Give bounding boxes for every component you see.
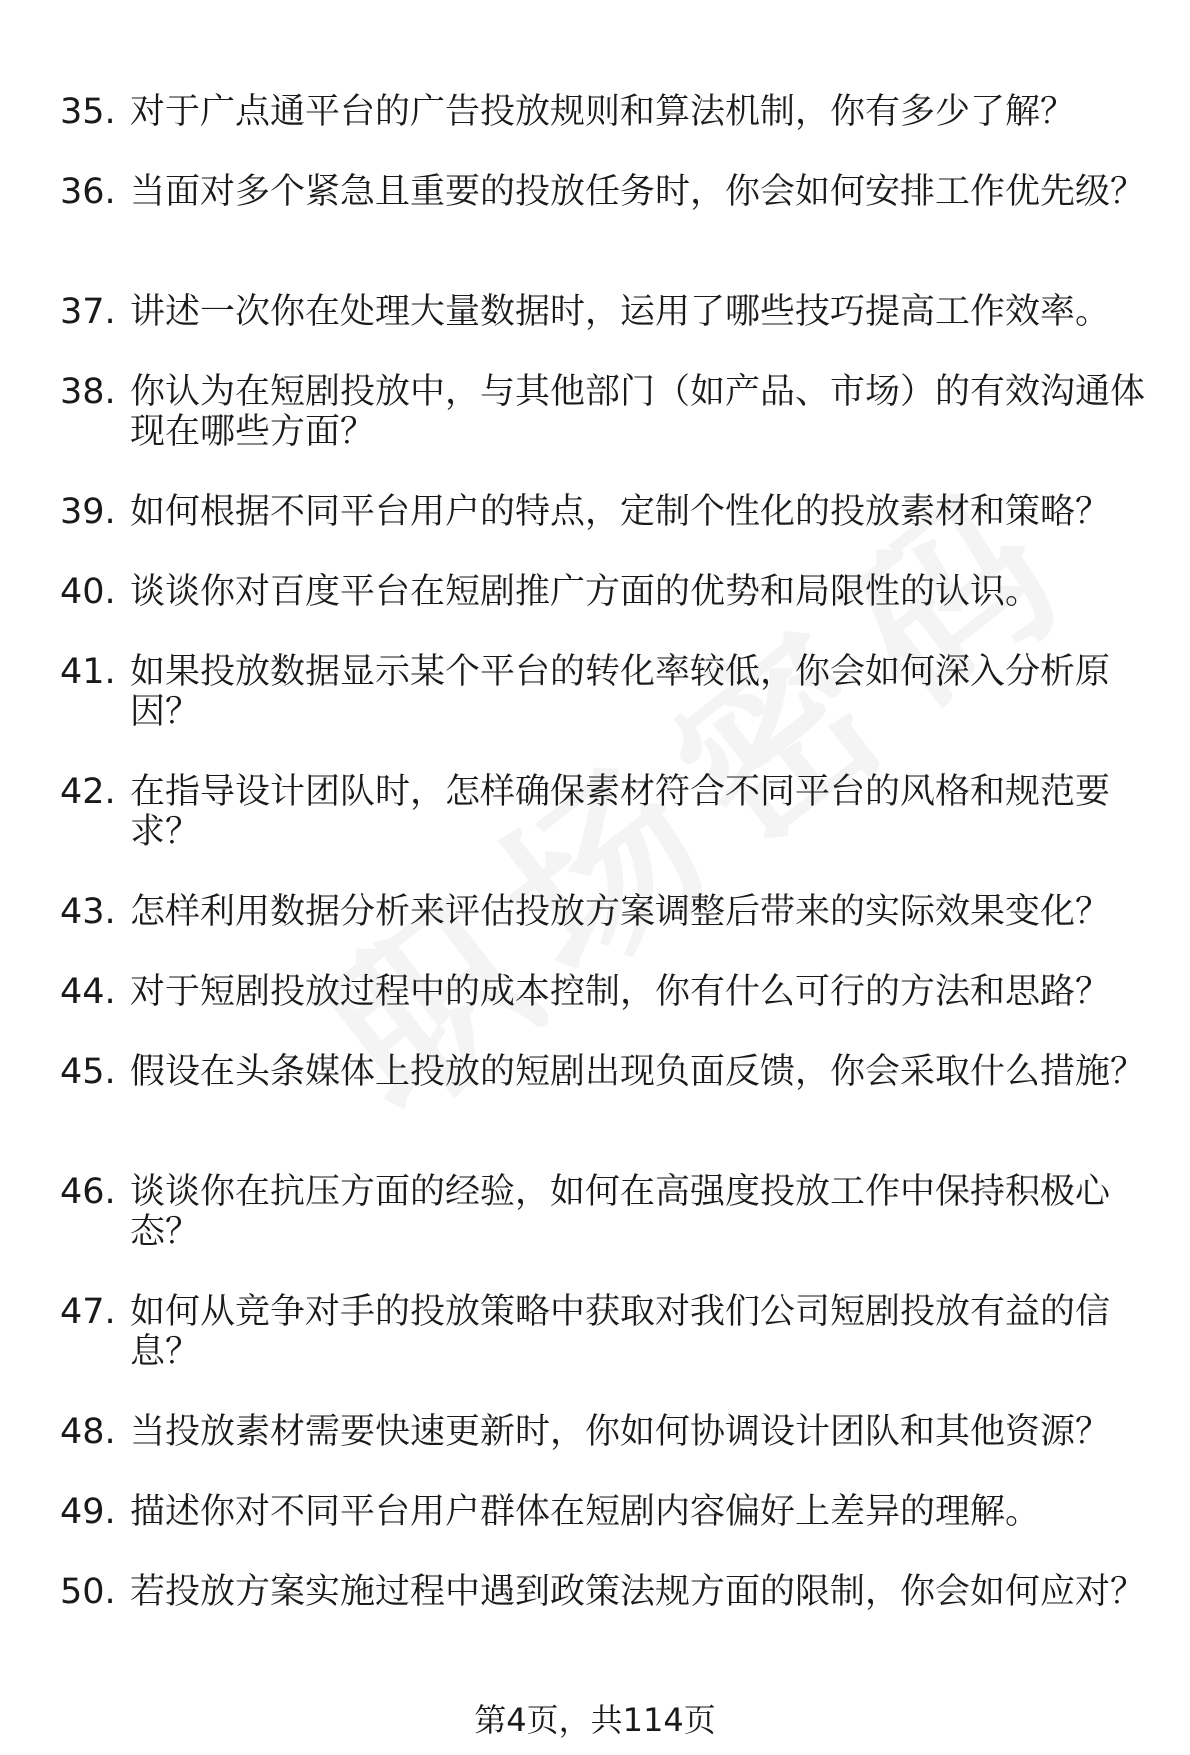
question-number: 38.: [60, 372, 116, 412]
question-text: 当投放素材需要快速更新时，你如何协调设计团队和其他资源？: [130, 1412, 1111, 1452]
question-number: 46.: [60, 1172, 116, 1212]
question-text: 谈谈你对百度平台在短剧推广方面的优势和局限性的认识。: [130, 572, 1041, 612]
question-text: 谈谈你在抗压方面的经验，如何在高强度投放工作中保持积极心态？: [130, 1172, 1111, 1252]
question-text: 在指导设计团队时，怎样确保素材符合不同平台的风格和规范要求？: [130, 772, 1111, 852]
question-text: 如果投放数据显示某个平台的转化率较低，你会如何深入分析原因？: [130, 652, 1111, 732]
question-text: 怎样利用数据分析来评估投放方案调整后带来的实际效果变化？: [130, 892, 1111, 932]
question-number: 45.: [60, 1052, 116, 1092]
question-text: 当面对多个紧急且重要的投放任务时，你会如何安排工作优先级？: [130, 172, 1146, 212]
question-text: 描述你对不同平台用户群体在短剧内容偏好上差异的理解。: [130, 1492, 1041, 1532]
question-number: 39.: [60, 492, 116, 532]
question-number: 49.: [60, 1492, 116, 1532]
question-text: 你认为在短剧投放中，与其他部门（如产品、市场）的有效沟通体现在哪些方面？: [130, 372, 1146, 452]
question-number: 40.: [60, 572, 116, 612]
question-number: 41.: [60, 652, 116, 692]
question-text: 若投放方案实施过程中遇到政策法规方面的限制，你会如何应对？: [130, 1572, 1146, 1612]
question-text: 如何根据不同平台用户的特点，定制个性化的投放素材和策略？: [130, 492, 1111, 532]
question-number: 42.: [60, 772, 116, 812]
question-number: 35.: [60, 92, 116, 132]
question-text: 对于短剧投放过程中的成本控制，你有什么可行的方法和思路？: [130, 972, 1111, 1012]
question-number: 50.: [60, 1572, 116, 1612]
question-number: 44.: [60, 972, 116, 1012]
question-number: 36.: [60, 172, 116, 212]
page-footer: 第4页，共114页: [474, 1701, 716, 1739]
question-number: 43.: [60, 892, 116, 932]
question-number: 47.: [60, 1292, 116, 1332]
question-text: 如何从竞争对手的投放策略中获取对我们公司短剧投放有益的信息？: [130, 1292, 1111, 1372]
question-text: 假设在头条媒体上投放的短剧出现负面反馈，你会采取什么措施？: [130, 1052, 1146, 1092]
question-number: 48.: [60, 1412, 116, 1452]
question-text: 对于广点通平台的广告投放规则和算法机制，你有多少了解？: [130, 92, 1076, 132]
question-text: 讲述一次你在处理大量数据时，运用了哪些技巧提高工作效率。: [130, 292, 1111, 332]
question-number: 37.: [60, 292, 116, 332]
